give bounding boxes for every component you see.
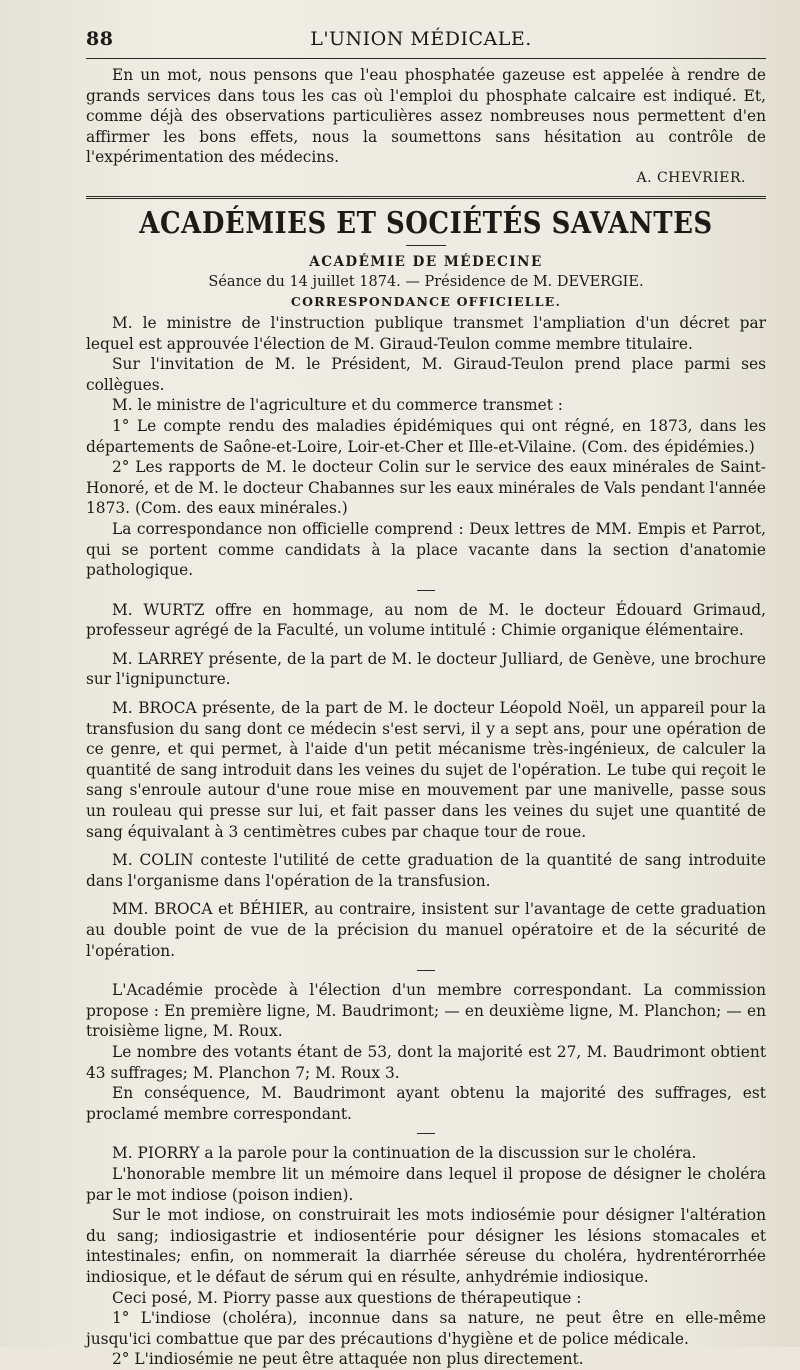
section-divider (86, 196, 766, 199)
paragraph: La correspondance non officielle comprend : Deux lettres de MM. Empis et Parrot, qui se portent comme candidats à la place vacante dans la section d'anatomie pathologique. (86, 519, 766, 580)
paragraph: 2° L'indiosémie ne peut être attaquée non plus directement. (112, 1350, 584, 1369)
academy-name: ACADÉMIE DE MÉDECINE (309, 253, 543, 270)
paragraph: 2° Les rapports de M. le docteur Colin sur le service des eaux minérales de Saint-Honoré, et de M. le docteur Chabannes sur les eaux minérales de Vals pendant l'année 1873. (Com. des eaux minérales.) (86, 458, 766, 518)
intro-paragraph: En un mot, nous pensons que l'eau phosphatée gazeuse est appelée à rendre de grands services dans tous les cas où l'emploi du phosphate calcaire est indiqué. Et, comme déjà des observations particulières assez nombreuses nous permettent d'en affirmer les bons effets, nous la soumettons sans hésitation au contrôle de l'expérimentation des médecins. (86, 66, 766, 167)
paragraph: L'honorable membre lit un mémoire dans lequel il propose de désigner le choléra par le mot indiose (poison indien). (86, 1164, 766, 1204)
subsection-heading: CORRESPONDANCE OFFICIELLE. (290, 293, 562, 309)
paragraph: L'Académie procède à l'élection d'un membre correspondant. La commission propose : En première ligne, M. Baudrimont; — en deuxième ligne, M. Planchon; — en troisième ligne, M. Roux. (86, 981, 766, 1041)
paragraph: M. BROCA présente, de la part de M. le docteur Léopold Noël, un appareil pour la transfusion du sang dont ce médecin s'est servi, il y a sept ans, pour une opération de ce genre, et qui permet, à l'aide d'un petit mécanisme très-ingénieux, de calculer la quantité de sang introduit dans les veines du sujet de l'opération. Le tube qui reçoit le sang s'enroule autour d'une roue mise en mouvement par une manivelle, passe sous un rouleau qui presse sur lui, et fait passer dans les veines du sujet une quantité de sang équivalant à 3 centimètres cubes par chaque tour de roue. (86, 699, 766, 841)
section-title: ACADÉMIES ET SOCIÉTÉS SAVANTES (139, 206, 713, 242)
paragraph: M. PIORRY a la parole pour la continuation de la discussion sur le choléra. (112, 1144, 697, 1163)
page-number: 88 (86, 28, 114, 50)
paragraph: Sur l'invitation de M. le Président, M. Giraud-Teulon prend place parmi ses collègues. (86, 355, 766, 394)
paragraph: Ceci posé, M. Piorry passe aux questions de thérapeutique : (112, 1288, 582, 1307)
header-rule (86, 58, 766, 59)
paragraph: M. COLIN conteste l'utilité de cette graduation de la quantité de sang introduite dans l'organisme dans l'opération de la transfusion. (86, 851, 766, 890)
paragraph: Le nombre des votants étant de 53, dont la majorité est 27, M. Baudrimont obtient 43 suffrages; M. Planchon 7; M. Roux 3. (86, 1042, 766, 1082)
paragraph: 1° Le compte rendu des maladies épidémiques qui ont régné, en 1873, dans les départements de Saône-et-Loire, Loir-et-Cher et Ille-et-Vilaine. (Com. des épidémies.) (86, 416, 766, 456)
running-head (86, 28, 766, 50)
paragraph: M. le ministre de l'instruction publique transmet l'ampliation d'un décret par lequel est approuvée l'élection de M. Giraud-Teulon comme membre titulaire. (86, 313, 766, 353)
paragraph: M. LARREY présente, de la part de M. le docteur Julliard, de Genève, une brochure sur l'ignipuncture. (86, 649, 766, 689)
separator (417, 970, 435, 971)
separator (417, 590, 435, 591)
paragraph: MM. BROCA et BÉHIER, au contraire, insistent sur l'avantage de cette graduation au double point de vue de la précision du manuel opératoire et de la sécurité de l'opération. (86, 900, 766, 960)
paragraph: 1° L'indiose (choléra), inconnue dans sa nature, ne peut être en elle-même jusqu'ici combattue que par des précautions d'hygiène et de police médicale. (86, 1309, 766, 1348)
paragraph: M. le ministre de l'agriculture et du commerce transmet : (112, 396, 563, 415)
journal-title: L'UNION MÉDICALE. (310, 28, 532, 50)
author-signature: A. CHEVRIER. (636, 169, 746, 186)
title-rule (406, 245, 446, 246)
paragraph: En conséquence, M. Baudrimont ayant obtenu la majorité des suffrages, est proclamé membre correspondant. (86, 1084, 766, 1123)
session-line: Séance du 14 juillet 1874. — Présidence de M. DEVERGIE. (208, 273, 644, 290)
separator (417, 1133, 435, 1134)
paragraph: M. WURTZ offre en hommage, au nom de M. le docteur Édouard Grimaud, professeur agrégé de la Faculté, un volume intitulé : Chimie organique élémentaire. (86, 600, 766, 640)
paragraph: Sur le mot indiose, on construirait les mots indiosémie pour désigner l'altération du sang; indiosigastrie et indiosentérie pour désigner les lésions stomacales et intestinales; enfin, on nommerait la diarrhée séreuse du choléra, hydrentérorrhée indiosique, et le défaut de sérum qui en résulte, anhydrémie indiosique. (86, 1206, 766, 1286)
